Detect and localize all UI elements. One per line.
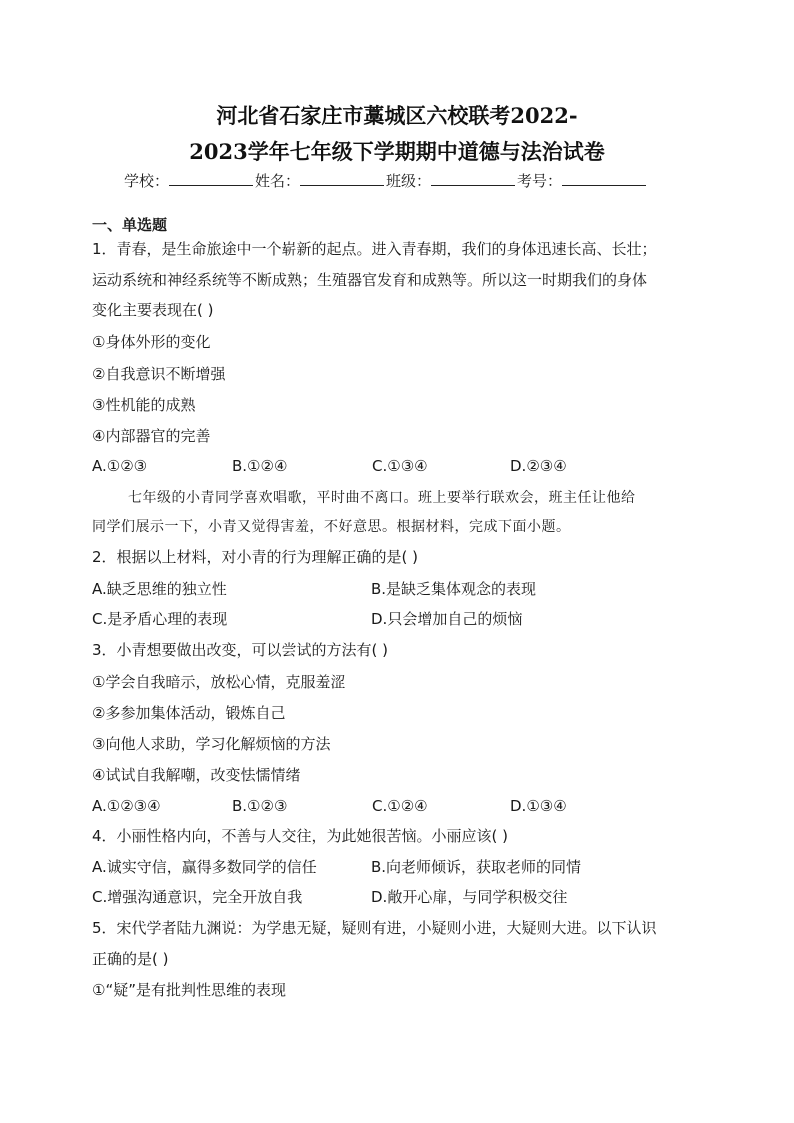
section-heading: 一、单选题 <box>92 216 168 234</box>
q2-option-d[interactable]: D.只会增加自己的烦恼 <box>371 610 523 628</box>
q4-option-a[interactable]: A.诚实守信，赢得多数同学的信任 <box>92 858 317 876</box>
q2-option-a[interactable]: A.缺乏思维的独立性 <box>92 580 227 598</box>
q1-stem-line1: 1．青春，是生命旅途中一个崭新的起点。进入青春期，我们的身体迅速长高、长壮； <box>92 240 657 258</box>
q2-option-b[interactable]: B.是缺乏集体观念的表现 <box>371 580 537 598</box>
q3-option-a[interactable]: A.①②③④ <box>92 797 161 815</box>
student-info-row <box>124 170 648 191</box>
q4-option-b[interactable]: B.向老师倾诉，获取老师的同情 <box>371 858 582 876</box>
q1-option-c[interactable]: C.①③④ <box>372 457 428 475</box>
school-label: 学校： <box>124 172 170 190</box>
q2-stem: 2．根据以上材料，对小青的行为理解正确的是( ) <box>92 548 419 566</box>
material-line1: 七年级的小青同学喜欢唱歌，平时曲不离口。班上要举行联欢会，班主任让他给 <box>128 490 636 506</box>
q3-statement-2: ②多参加集体活动，锻炼自己 <box>92 704 286 722</box>
q3-option-c[interactable]: C.①②④ <box>372 797 428 815</box>
name-label: 姓名： <box>255 172 301 190</box>
q4-stem: 4．小丽性格内向，不善与人交往，为此她很苦恼。小丽应该( ) <box>92 827 509 845</box>
exam-title-line2: 2023学年七年级下学期期中道德与法治试卷 <box>189 139 605 164</box>
number-label: 考号： <box>517 172 563 190</box>
q5-statement-1: ①“疑”是有批判性思维的表现 <box>92 981 286 999</box>
class-label: 班级： <box>386 172 432 190</box>
q3-option-d[interactable]: D.①③④ <box>510 797 567 815</box>
q1-option-d[interactable]: D.②③④ <box>510 457 567 475</box>
q3-stem: 3．小青想要做出改变，可以尝试的方法有( ) <box>92 641 389 659</box>
q1-option-a[interactable]: A.①②③ <box>92 457 148 475</box>
school-blank[interactable] <box>169 171 253 186</box>
q3-statement-3: ③向他人求助，学习化解烦恼的方法 <box>92 735 331 753</box>
name-blank[interactable] <box>300 171 384 186</box>
q5-stem-line1: 5．宋代学者陆九渊说：为学患无疑，疑则有进，小疑则小进，大疑则大进。以下认识 <box>92 919 657 937</box>
number-blank[interactable] <box>562 171 646 186</box>
q1-statement-1: ①身体外形的变化 <box>92 333 211 351</box>
q1-stem-line2: 运动系统和神经系统等不断成熟；生殖器官发育和成熟等。所以这一时期我们的身体 <box>92 271 648 289</box>
material-line2: 同学们展示一下，小青又觉得害羞，不好意思。根据材料，完成下面小题。 <box>92 519 571 535</box>
q5-stem-line2: 正确的是( ) <box>92 950 169 968</box>
q1-statement-4: ④内部器官的完善 <box>92 427 211 445</box>
q4-option-c[interactable]: C.增强沟通意识，完全开放自我 <box>92 888 303 906</box>
q2-option-c[interactable]: C.是矛盾心理的表现 <box>92 610 228 628</box>
q1-stem-line3: 变化主要表现在( ) <box>92 301 214 319</box>
exam-title-line1: 河北省石家庄市藁城区六校联考2022- <box>216 103 578 128</box>
q1-option-b[interactable]: B.①②④ <box>232 457 288 475</box>
q3-statement-1: ①学会自我暗示，放松心情，克服羞涩 <box>92 673 346 691</box>
q3-statement-4: ④试试自我解嘲，改变怯懦情绪 <box>92 766 301 784</box>
q3-option-b[interactable]: B.①②③ <box>232 797 288 815</box>
q4-option-d[interactable]: D.敞开心扉，与同学积极交往 <box>371 888 568 906</box>
class-blank[interactable] <box>431 171 515 186</box>
q1-statement-3: ③性机能的成熟 <box>92 396 196 414</box>
q1-statement-2: ②自我意识不断增强 <box>92 365 226 383</box>
